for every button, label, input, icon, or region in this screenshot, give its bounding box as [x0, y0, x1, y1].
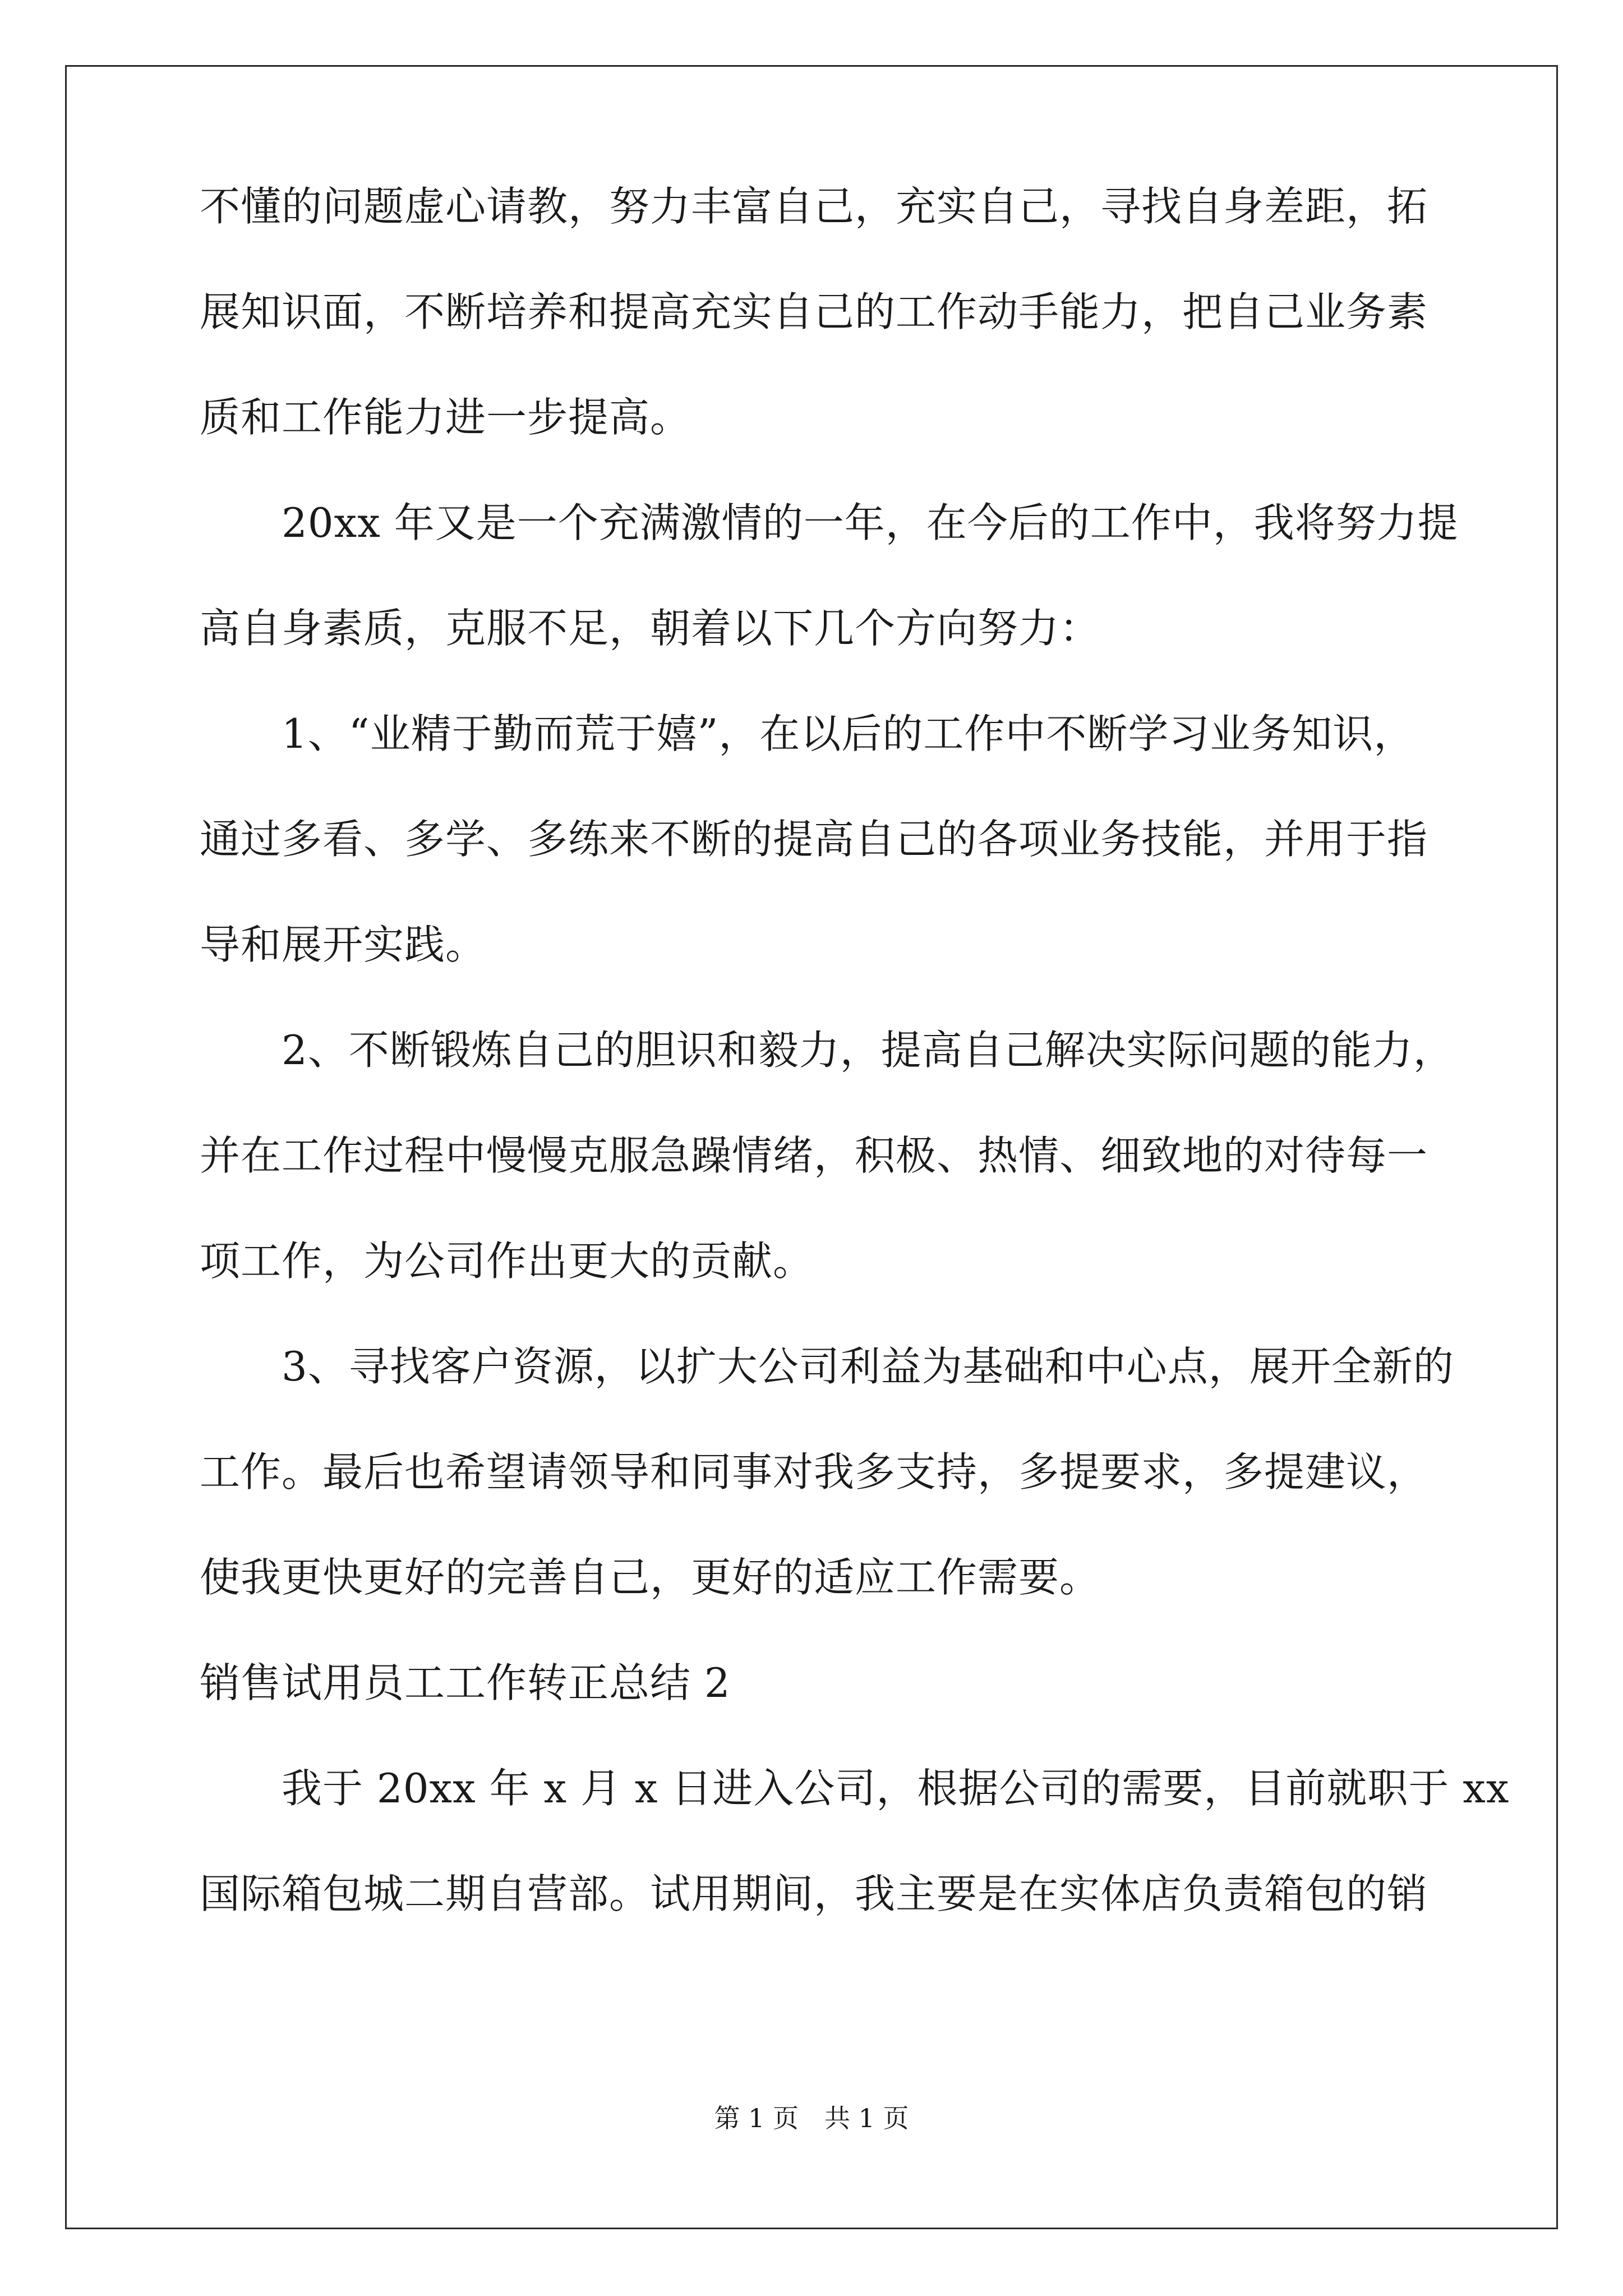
text-line: 项工作，为公司作出更大的贡献。 — [200, 1237, 814, 1285]
text-line: 国际箱包城二期自营部。试用期间，我主要是在实体店负责箱包的销 — [200, 1870, 1428, 1917]
text-line: 导和展开实践。 — [200, 921, 487, 968]
text-line: 2、不断锻炼自己的胆识和毅力，提高自己解决实际问题的能力， — [200, 1027, 1454, 1074]
text-line: 不懂的问题虚心请教，努力丰富自己，充实自己，寻找自身差距，拓 — [200, 183, 1428, 230]
section-heading: 销售试用员工工作转正总结 2 — [200, 1659, 731, 1706]
document-body — [200, 183, 1510, 1947]
text-line: 工作。最后也希望请领导和同事对我多支持，多提要求，多提建议， — [200, 1448, 1428, 1496]
text-line: 3、寻找客户资源，以扩大公司利益为基础和中心点，展开全新的 — [200, 1343, 1454, 1390]
text-line: 20xx 年又是一个充满激情的一年，在今后的工作中，我将努力提 — [200, 499, 1459, 546]
text-line: 1、“业精于勤而荒于嬉”，在以后的工作中不断学习业务知识， — [200, 710, 1415, 757]
text-line: 我于 20xx 年 x 月 x 日进入公司，根据公司的需要，目前就职于 xx — [200, 1765, 1510, 1812]
page-footer: 第 1 页 共 1 页 — [714, 2103, 909, 2133]
text-line: 并在工作过程中慢慢克服急躁情绪，积极、热情、细致地的对待每一 — [200, 1132, 1428, 1179]
text-line: 使我更快更好的完善自己，更好的适应工作需要。 — [200, 1554, 1101, 1601]
text-line: 展知识面，不断培养和提高充实自己的工作动手能力，把自己业务素 — [200, 288, 1428, 335]
text-line: 质和工作能力进一步提高。 — [200, 394, 691, 441]
text-line: 高自身素质，克服不足，朝着以下几个方向努力： — [200, 605, 1101, 652]
text-line: 通过多看、多学、多练来不断的提高自己的各项业务技能，并用于指 — [200, 816, 1428, 863]
